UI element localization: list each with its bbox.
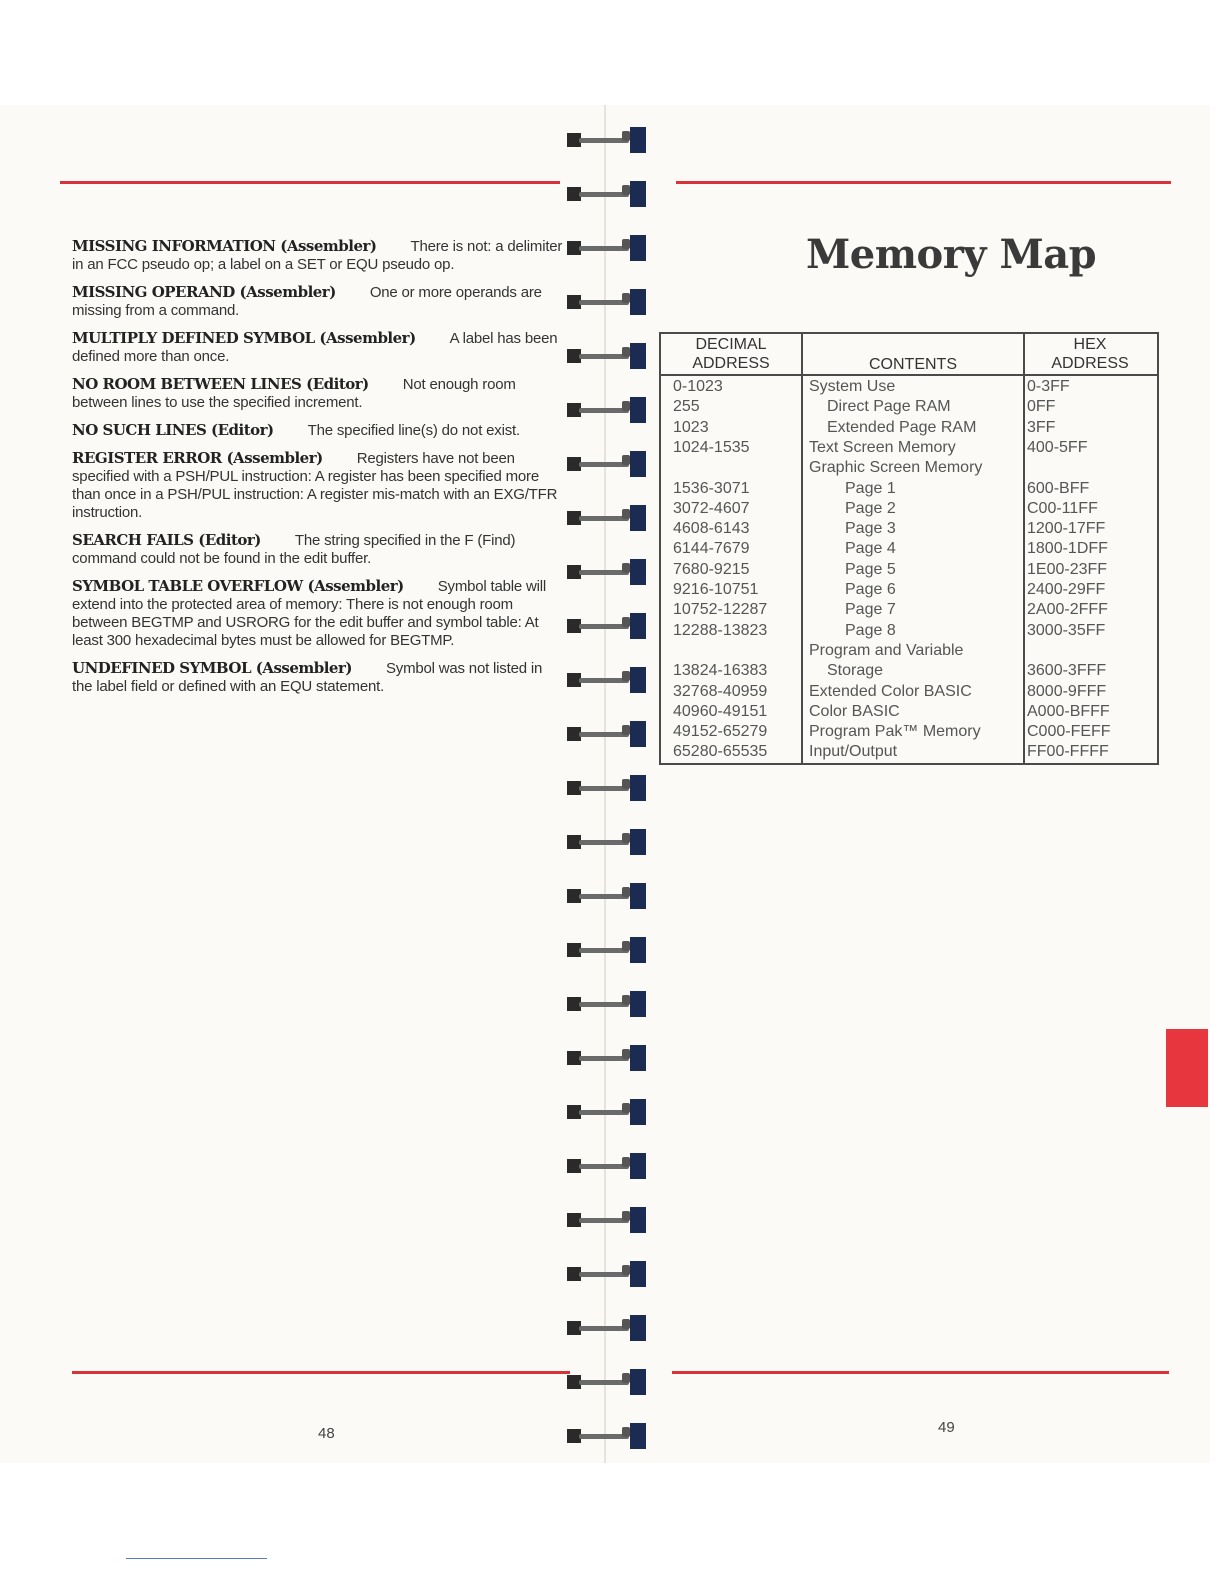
binding-coil-icon [564, 1045, 646, 1071]
table-row [661, 438, 1157, 458]
table-row [661, 479, 1157, 499]
contents-cell: System Use [809, 378, 896, 395]
hex-address-cell: A000-BFFF [1027, 702, 1110, 720]
error-entry [72, 329, 564, 366]
binding-coil-icon [564, 937, 646, 963]
contents-cell: Storage [827, 662, 884, 680]
table-row [661, 621, 1157, 641]
error-heading: UNDEFINED SYMBOL (Assembler) [72, 659, 352, 677]
table-row [661, 661, 1157, 681]
error-message-list [72, 237, 564, 705]
binding-coil-icon [564, 235, 646, 261]
contents-cell: Page 3 [845, 520, 896, 538]
binding-coil-icon [564, 127, 646, 153]
error-heading: SEARCH FAILS (Editor) [72, 531, 261, 549]
hex-address-cell: 3000-35FF [1027, 621, 1106, 639]
header-text: ADDRESS [692, 355, 770, 372]
contents-cell: Extended Color BASIC [809, 682, 972, 700]
binding-coil-icon [564, 505, 646, 531]
decimal-address-cell: 49152-65279 [673, 723, 768, 741]
error-description: Symbol was not listed in the label field or defined with an EQU statement. [72, 660, 543, 695]
decimal-address-cell: 0-1023 [673, 378, 723, 395]
section-tab [1166, 1029, 1208, 1107]
hex-address-cell: 3FF [1027, 418, 1056, 436]
contents-cell: Page 8 [845, 621, 896, 639]
decimal-address-cell: 1536-3071 [673, 479, 750, 497]
table-row [661, 722, 1157, 742]
hex-address-cell: 1800-1DFF [1027, 540, 1108, 558]
error-description: The specified line(s) do not exist. [307, 422, 520, 439]
error-heading: MISSING OPERAND (Assembler) [72, 283, 336, 301]
contents-cell: Program and Variable [809, 641, 964, 659]
table-row [661, 580, 1157, 600]
binding-coil-icon [564, 1261, 646, 1287]
header-divider [661, 374, 1157, 376]
hex-address-cell: 2400-29FF [1027, 581, 1106, 598]
decimal-address-cell: 9216-10751 [673, 581, 759, 598]
hex-address-cell: C00-11FF [1027, 499, 1098, 517]
binding-coil-icon [564, 1153, 646, 1179]
hex-address-cell: 3600-3FFF [1027, 662, 1107, 680]
binding-coil-icon [564, 667, 646, 693]
error-description: A label has been defined more than once. [72, 330, 558, 365]
decimal-address-cell: 3072-4607 [673, 499, 750, 517]
page-number-right: 49 [938, 1419, 955, 1436]
decimal-address-cell: 1024-1535 [673, 438, 750, 456]
table-row [661, 641, 1157, 661]
table-row [661, 702, 1157, 722]
table-row [661, 682, 1157, 702]
binding-coil-icon [564, 721, 646, 747]
book-spread [0, 105, 1210, 1463]
hex-address-cell: 8000-9FFF [1027, 682, 1107, 700]
hex-address-cell: C000-FEFF [1027, 723, 1111, 741]
error-entry [72, 375, 564, 412]
left-top-rule [60, 181, 560, 184]
decimal-address-cell: 255 [673, 398, 700, 416]
contents-cell: Page 5 [845, 560, 896, 578]
binding-coil-icon [564, 829, 646, 855]
decimal-address-cell: 6144-7679 [673, 540, 750, 558]
error-entry [72, 237, 564, 274]
contents-cell: Page 2 [845, 499, 896, 517]
decimal-address-cell: 40960-49151 [673, 702, 768, 720]
contents-cell: Color BASIC [809, 702, 900, 720]
left-bottom-rule [72, 1371, 570, 1374]
error-entry [72, 449, 564, 522]
binding-coil-icon [564, 1423, 646, 1449]
contents-cell: Page 6 [845, 581, 896, 598]
binding-coil-icon [564, 991, 646, 1017]
error-entry [72, 421, 564, 440]
hex-address-cell: FF00-FFFF [1027, 743, 1109, 761]
table-row [661, 539, 1157, 559]
contents-cell: Direct Page RAM [827, 398, 951, 416]
contents-cell: Program Pak™ Memory [809, 723, 981, 741]
header-text: ADDRESS [1051, 355, 1129, 372]
error-description: Symbol table will extend into the protected area of memory: There is not enough room between BEGTMP and USRORG for the edit buffer and symbol table: At least 300 hexadecimal bytes must be allowed for BEGTMP. [72, 578, 547, 649]
decimal-address-cell: 13824-16383 [673, 662, 768, 680]
right-top-rule [676, 181, 1171, 184]
contents-cell: Page 7 [845, 601, 896, 619]
binding-coil-icon [564, 559, 646, 585]
decimal-address-cell: 10752-12287 [673, 601, 768, 619]
footer-line [126, 1558, 267, 1559]
decimal-address-cell: 4608-6143 [673, 520, 750, 538]
error-entry [72, 577, 564, 650]
table-row [661, 560, 1157, 580]
decimal-address-header [661, 335, 801, 373]
error-heading: MISSING INFORMATION (Assembler) [72, 237, 377, 255]
hex-address-cell: 400-5FF [1027, 438, 1088, 456]
error-entry [72, 659, 564, 696]
contents-cell: Graphic Screen Memory [809, 459, 983, 477]
header-text: HEX [1073, 336, 1107, 353]
contents-cell: Page 4 [845, 540, 896, 558]
contents-cell: Extended Page RAM [827, 418, 977, 436]
decimal-address-cell: 32768-40959 [673, 682, 768, 700]
hex-address-cell: 600-BFF [1027, 479, 1090, 497]
binding-coil-icon [564, 1099, 646, 1125]
decimal-address-cell: 7680-9215 [673, 560, 750, 578]
contents-header: CONTENTS [869, 356, 957, 373]
contents-cell: Input/Output [809, 743, 898, 761]
binding-coil-icon [564, 1315, 646, 1341]
binding-coil-icon [564, 451, 646, 477]
binding-coil-icon [564, 343, 646, 369]
error-entry [72, 531, 564, 568]
header-text: DECIMAL [695, 336, 767, 353]
memory-map-table [659, 332, 1159, 765]
page-number-left: 48 [318, 1425, 335, 1442]
error-description: Registers have not been specified with a PSH/PUL instruction: A register has been specified more than once in a PSH/PUL instruction: A register mis-match with an EXG/TFR instruction. [72, 450, 558, 521]
binding-coil-icon [564, 397, 646, 423]
decimal-address-cell: 65280-65535 [673, 743, 768, 761]
error-description: The string specified in the F (Find) command could not be found in the edit buffer. [72, 532, 516, 567]
table-row [661, 519, 1157, 539]
binding-coil-icon [564, 289, 646, 315]
table-row [661, 499, 1157, 519]
error-heading: SYMBOL TABLE OVERFLOW (Assembler) [72, 577, 404, 595]
contents-cell: Page 1 [845, 479, 896, 497]
table-row [661, 377, 1157, 397]
binding-coil-icon [564, 181, 646, 207]
hex-address-cell: 0FF [1027, 398, 1056, 416]
table-row [661, 397, 1157, 417]
hex-address-cell: 1E00-23FF [1027, 560, 1108, 578]
error-heading: NO SUCH LINES (Editor) [72, 421, 274, 439]
error-description: There is not: a delimiter in an FCC pseudo op; a label on a SET or EQU pseudo op. [72, 238, 563, 273]
binding-coil-icon [564, 613, 646, 639]
decimal-address-cell: 1023 [673, 418, 709, 436]
binding-coil-icon [564, 883, 646, 909]
table-row [661, 418, 1157, 438]
hex-address-cell: 1200-17FF [1027, 520, 1106, 538]
binding-coil-icon [564, 1207, 646, 1233]
error-heading: MULTIPLY DEFINED SYMBOL (Assembler) [72, 329, 416, 347]
table-row [661, 742, 1157, 762]
error-heading: REGISTER ERROR (Assembler) [72, 449, 323, 467]
contents-cell: Text Screen Memory [809, 438, 956, 456]
decimal-address-cell: 12288-13823 [673, 621, 768, 639]
binding-coil-icon [564, 775, 646, 801]
table-row [661, 600, 1157, 620]
error-description: One or more operands are missing from a command. [72, 284, 542, 319]
binding-coil-icon [564, 1369, 646, 1395]
hex-address-cell: 2A00-2FFF [1027, 601, 1108, 619]
right-bottom-rule [672, 1371, 1169, 1374]
page-title: Memory Map [806, 231, 1097, 278]
error-heading: NO ROOM BETWEEN LINES (Editor) [72, 375, 369, 393]
hex-address-header [1023, 335, 1157, 373]
error-entry [72, 283, 564, 320]
error-description: Not enough room between lines to use the specified increment. [72, 376, 516, 411]
hex-address-cell: 0-3FF [1027, 378, 1070, 395]
table-row [661, 458, 1157, 478]
